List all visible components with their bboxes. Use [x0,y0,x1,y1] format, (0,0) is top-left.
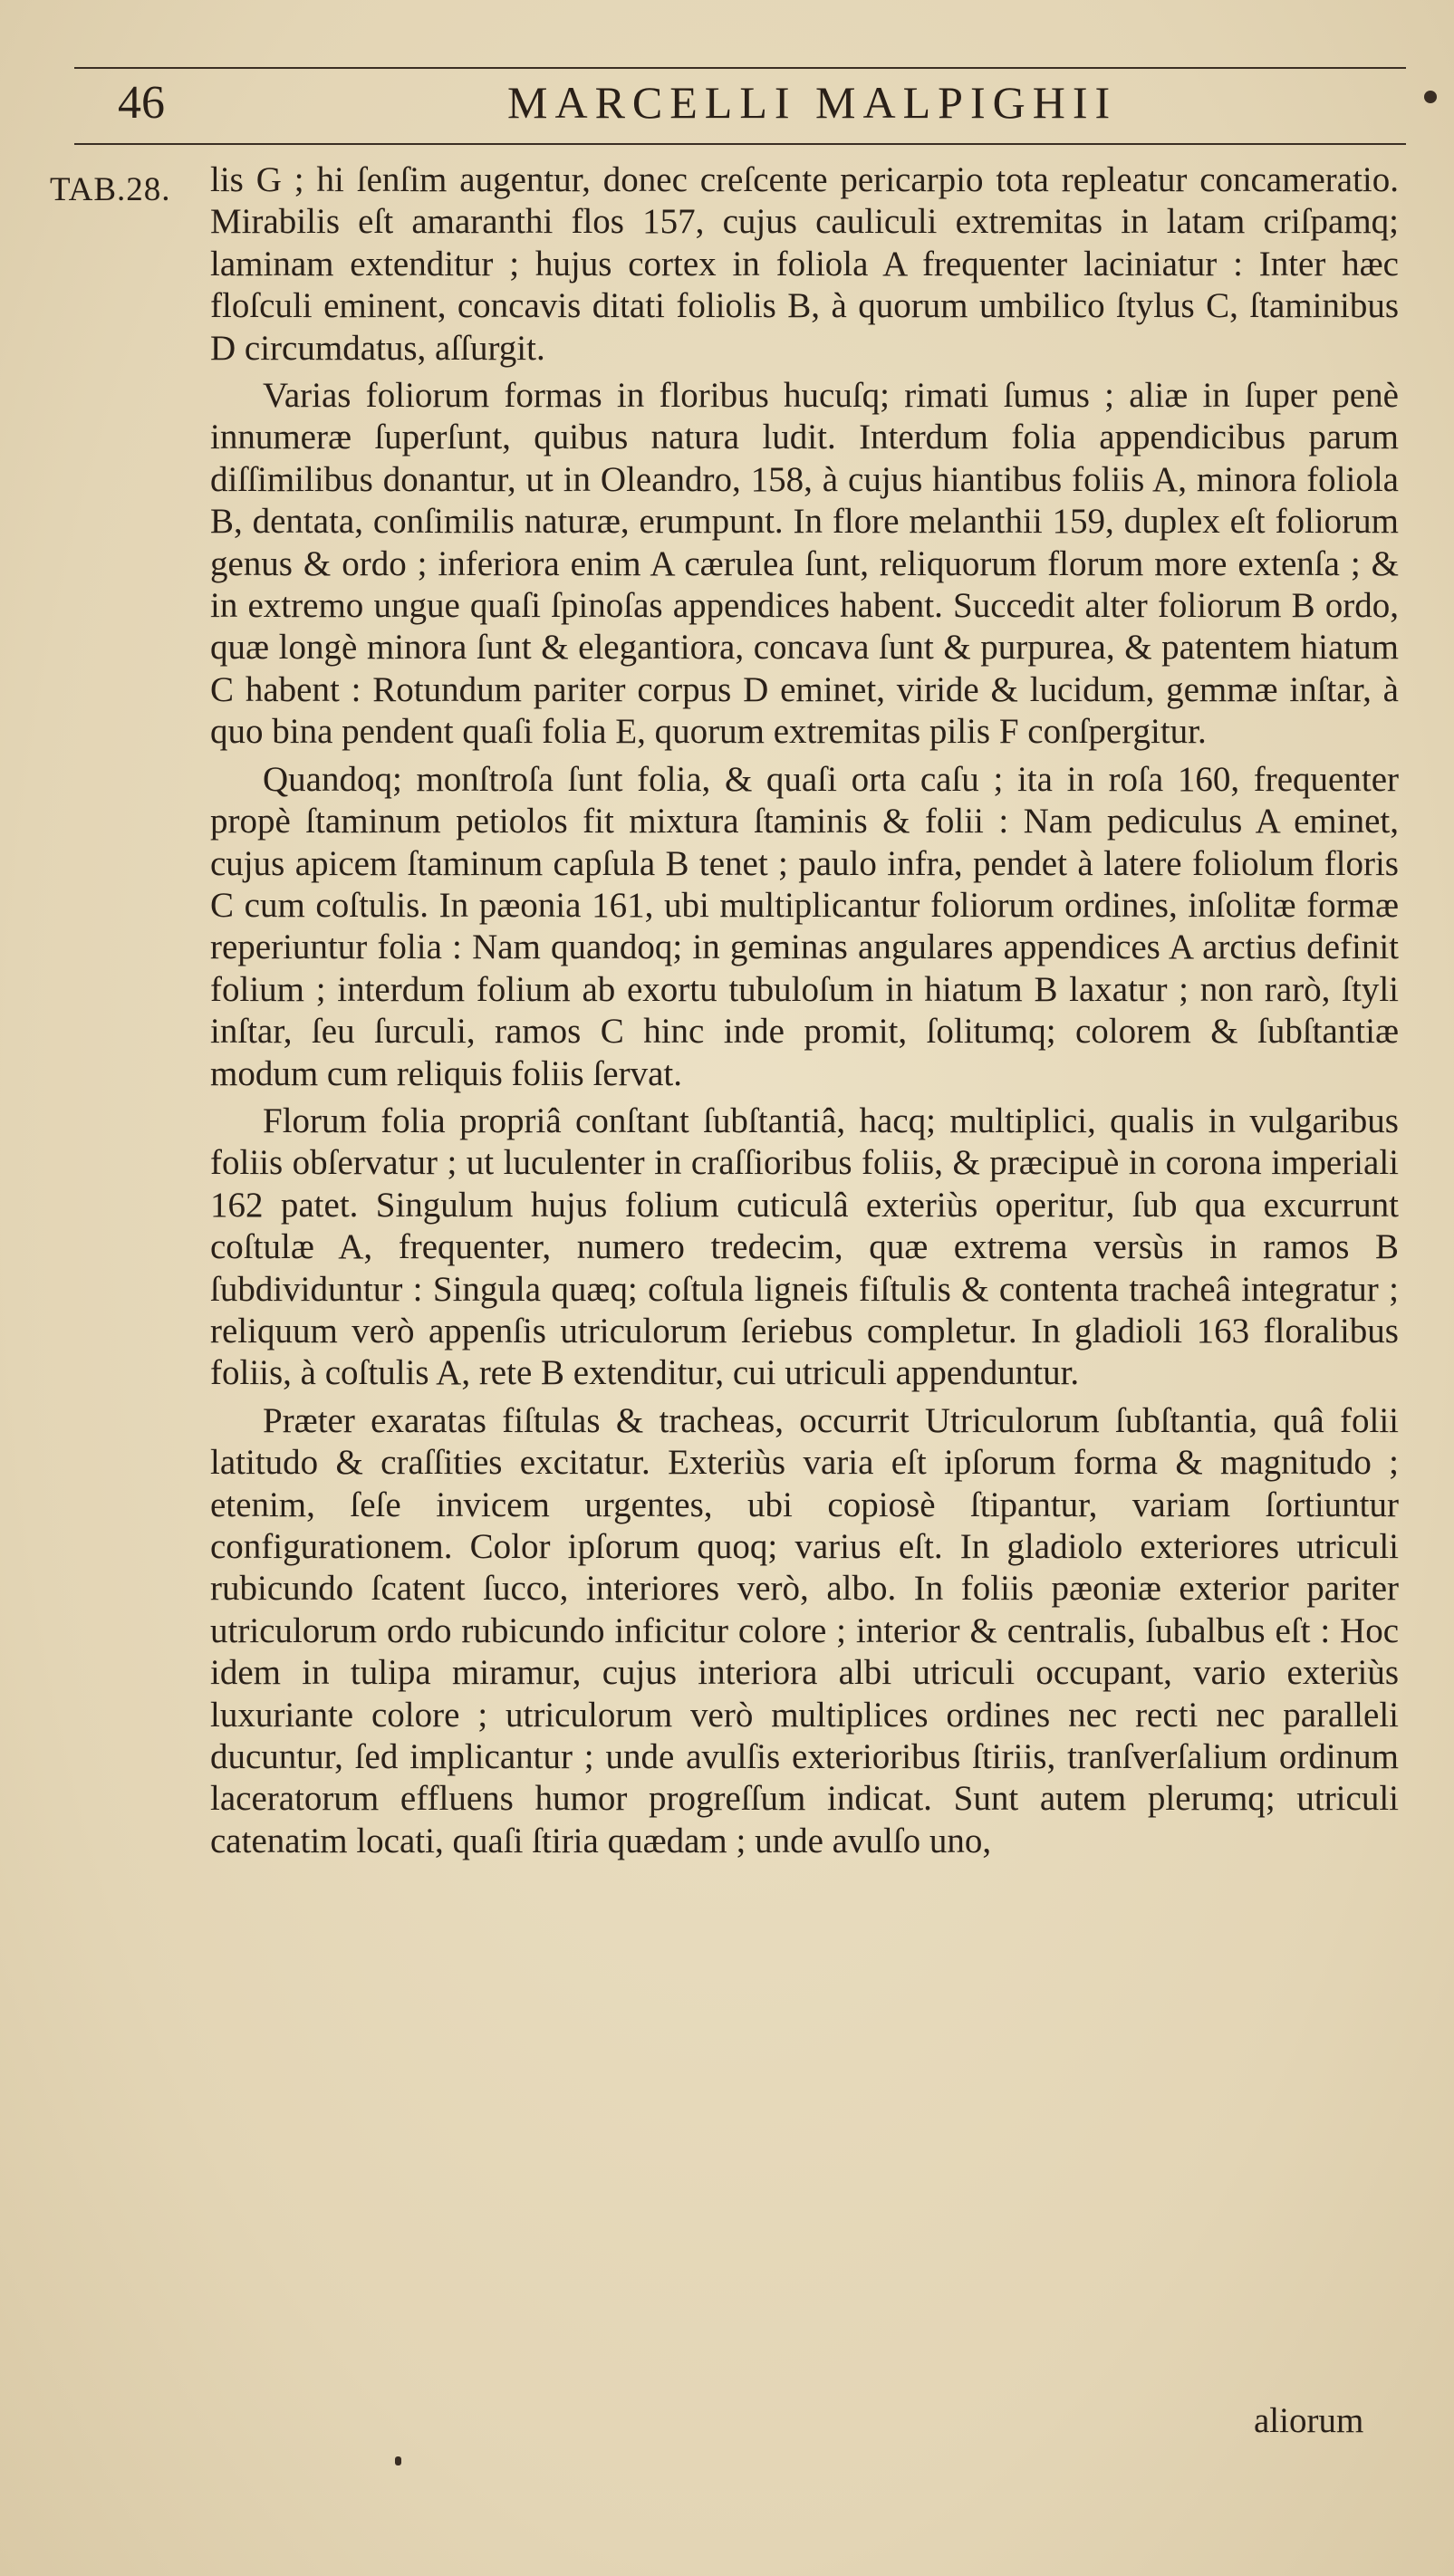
paragraph-3: Quandoq; monſtroſa ſunt folia, & quaſi orta caſu ; ita in roſa 160, frequenter propè ſtaminum petiolos fit mixtura ſtaminis & folii : Nam pediculus A eminet, cujus apicem ſtaminum capſula B tenet ; paulo infra, pendet à latere foliolum floris C cum coſtulis. In pæonia 161, ubi multiplicantur foliorum ordines, inſolitæ formæ reperiuntur folia : Nam quandoq; in geminas angulares appendices A arctius definit folium ; interdum folium ab exortu tubuloſum in hiatum B laxatur ; non rarò, ſtyli inſtar, ſeu ſurculi, ramos C hinc inde promit, ſolitumq; colorem & ſubſtantiæ modum cum reliquis foliis ſervat. [210,759,1399,1093]
ink-spot [1424,91,1437,103]
paragraph-5: Præter exaratas fiſtulas & tracheas, occurrit Utriculorum ſubſtantia, quâ folii latitudo & craſſities excitatur. Exteriùs varia eſt ipſorum forma & magnitudo ; etenim, ſeſe invicem urgentes, ubi copiosè ſtipantur, variam ſortiuntur configurationem. Color ipſorum quoq; varius eſt. In gladiolo exteriores utriculi rubicundo ſcatent ſucco, interiores verò, albo. In foliis pæoniæ exterior pariter utriculorum ordo rubicundo inficitur colore ; interior & centralis, ſubalbus eſt : Hoc idem in tulipa miramur, cujus interiora albi utriculi occupant, vario exteriùs luxuriante colore ; utriculorum verò multiplices ordines nec recti nec paralleli ducuntur, ſed implicantur ; unde avulſis exterioribus ſtiriis, tranſverſalium ordinum laceratorum effluens humor progreſſum indicat. Sunt autem plerumq; utriculi catenatim locati, quaſi ſtiria quædam ; unde avulſo uno, [210,1400,1399,1860]
plate-reference: TAB.28. [50,171,171,208]
printer-mark [395,2456,401,2465]
paragraph-1: lis G ; hi ſenſim augentur, donec creſcente pericarpio tota repleatur concameratio. Mirabilis eſt amaranthi flos 157, cujus cauliculi extremitas in latam criſpamq; laminam extenditur ; hujus cortex in foliola A frequenter laciniatur : Inter hæc floſculi eminent, concavis ditati foliolis B, à quorum umbilico ſtylus C, ſtaminibus D circumdatus, aſſurgit. [210,160,1399,368]
running-head: MARCELLI MALPIGHII [507,77,1118,128]
catchword: aliorum [1254,2401,1364,2440]
body-text [210,159,1399,1862]
page-number: 46 [118,77,165,129]
header-rule-top [74,67,1406,69]
header-rule-bottom [74,143,1406,145]
paragraph-4: Florum folia propriâ conſtant ſubſtantiâ, hacq; multiplici, qualis in vulgaribus foliis obſervatur ; ut luculenter in craſſioribus foliis, & præcipuè in corona imperiali 162 patet. Singulum hujus folium cuticulâ exteriùs operitur, ſub qua excurrunt coſtulæ A, frequenter, numero tredecim, quæ extrema versùs in ramos B ſubdividuntur : Singula quæq; coſtula ligneis fiſtulis & contenta tracheâ integratur ; reliquum verò appenſis utriculorum ſeriebus completur. In gladioli 163 floralibus foliis, à coſtulis A, rete B extenditur, cui utriculi appenduntur. [210,1101,1399,1393]
paragraph-2: Varias foliorum formas in floribus hucuſq; rimati ſumus ; aliæ in ſuper penè innumeræ ſuperſunt, quibus natura ludit. Interdum folia appendicibus parum diſſimilibus donantur, ut in Oleandro, 158, à cujus hiantibus foliis A, minora foliola B, dentata, conſimilis naturæ, erumpunt. In flore melanthii 159, duplex eſt foliorum genus & ordo ; inferiora enim A cærulea ſunt, reliquorum florum more extenſa ; & in extremo ungue quaſi ſpinoſas appendices habent. Succedit alter foliorum B ordo, quæ longè minora ſunt & elegantiora, concava ſunt & purpurea, & patentem hiatum C habent : Rotundum pariter corpus D eminet, viride & lucidum, gemmæ inſtar, à quo bina pendent quaſi folia E, quorum extremitas pilis F conſpergitur. [210,376,1399,752]
